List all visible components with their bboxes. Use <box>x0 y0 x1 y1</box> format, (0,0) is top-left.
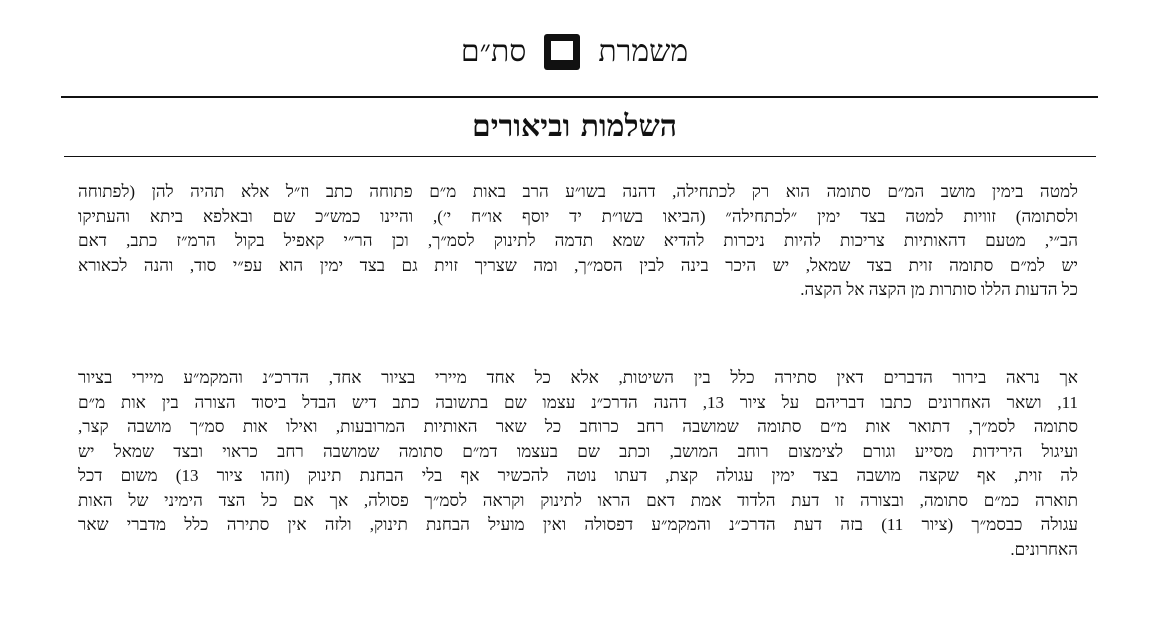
paragraph-line: למטה בימין מושב המ״ם סתומה הוא רק לכתחילה, דהנה בשו״ע הרב באות מ״ם פתוחה כתב וז״ל אלא תהיה להן (לפתוחה <box>78 182 1078 201</box>
header-title-left: סת״ם <box>460 34 527 69</box>
section-title: השלמות וביאורים <box>472 109 677 144</box>
page-header <box>0 24 1149 80</box>
paragraph-line: כל הדעות הללו סותרות מן הקצה אל הקצה. <box>800 280 1078 299</box>
title-divider <box>64 156 1096 157</box>
paragraph-line: תוארה כמ״ם סתומה, ובצורה זו דעת הלדוד אמת דאם הראו לתינוק וקראה לסמ״ך פסולה, אך אם כל הצד הימיני של האות <box>78 490 1078 510</box>
paragraph-line: 11, ושאר האחרונים כתבו דבריהם על ציור 13, דהנה הדרכ״נ עצמו שם בתשובה כתב דיש הבדל ביסוד הצורה בין אות מ״ם <box>78 392 1078 412</box>
header-logo-icon <box>544 34 580 70</box>
paragraph-line: ועיגול הירידות מסייע וגורם לצימצום רוחב המושב, וכתב שם בעצמו דמ״ם סתומה שמושבה רחב כראוי ובצד שמאל יש <box>78 441 1078 461</box>
header-divider <box>61 96 1098 98</box>
paragraph-line: סתומה לסמ״ך, דתואר אות מ״ם סתומה שמושבה רחב כרוחב כל שאר האותיות המרובעות, ואילו אות סמ״ך מושבה קצר, <box>78 417 1078 436</box>
paragraph-line: ולסתומה) זוויות למטה בצד ימין ״לכתחילה״ (הביאו בשו״ת יד יוסף או״ח י׳), והיינו כמש״כ שם ובאלפא ביתא והעתיקו <box>78 206 1078 226</box>
paragraph-1 <box>78 180 1078 303</box>
paragraph-line: יש למ״ם סתומה זוית בצד שמאל, יש היכר בינה לבין הסמ״ך, ומה שצריך זוית גם בצד ימין הוא עפ״י סוד, והנה לכאורא <box>78 255 1078 275</box>
paragraph-line: עגולה כבסמ״ך (ציור 11) בזה דעת הדרכ״נ והמקמ״ע דפסולה ואין מועיל הבחנת תינוק, ולזה אין סתירה כלל מדברי שאר <box>78 515 1078 534</box>
paragraph-line: אך נראה בירור הדברים דאין סתירה כלל בין השיטות, אלא כל אחד מיירי בציור אחד, הדרכ״נ והמקמ״ע מיירי בציור <box>78 368 1078 387</box>
paragraph-line: האחרונים. <box>1010 539 1078 559</box>
paragraph-2 <box>78 366 1078 562</box>
paragraph-line: לה זוית, אף שקצה מושבה בצד ימין עגולה קצת, דעתו נוטה להכשיר אף בלי הבחנת תינוק (וזהו ציור 13) משום דכל <box>78 466 1078 485</box>
paragraph-line: הב״י, מטעם דהאותיות צריכות להיות ניכרות להדיא שמא תדמה לתינוק לסמ״ך, וכן הר״י קאפיל בקול הרמ״ז כתב, דאם <box>78 231 1078 250</box>
header-title-right: משמרת <box>598 34 689 69</box>
